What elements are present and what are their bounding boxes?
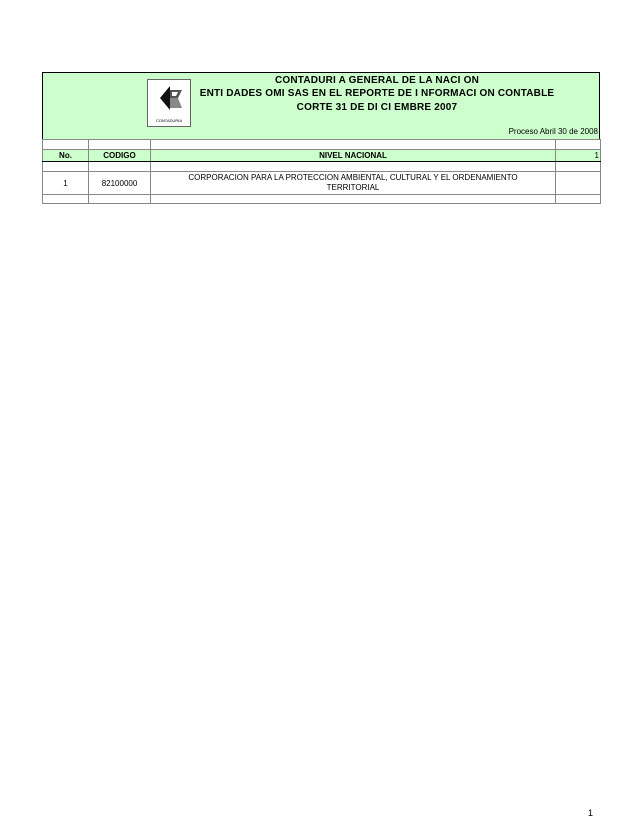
row-codigo: 82100000 (89, 172, 151, 195)
report-sheet (42, 72, 600, 204)
spacer-row (43, 140, 601, 150)
logo-text: CONTADURIA (155, 118, 183, 123)
report-title-line2: ENTI DADES OMI SAS EN EL REPORTE DE I NFORMACI ON CONTABLE (199, 88, 555, 99)
report-header (42, 72, 600, 139)
table-row (43, 172, 601, 195)
column-header-row (43, 150, 601, 162)
col-header-nivel: NIVEL NACIONAL (151, 150, 556, 162)
col-header-count: 1 (556, 150, 601, 162)
spacer-row (43, 195, 601, 204)
report-title-line1: CONTADURI A GENERAL DE LA NACI ON (274, 75, 479, 86)
col-header-codigo: CODIGO (89, 150, 151, 162)
entities-table (42, 139, 601, 204)
report-title-line3: CORTE 31 DE DI CI EMBRE 2007 (296, 102, 458, 113)
entity-name-line1: CORPORACION PARA LA PROTECCION AMBIENTAL, CULTURAL Y EL ORDENAMIENTO (188, 173, 518, 182)
col-header-no: No. (43, 150, 89, 162)
row-entity-name (151, 172, 556, 195)
spacer-row (43, 162, 601, 172)
page-number: 1 (588, 808, 594, 818)
row-no: 1 (43, 172, 89, 195)
process-date: Proceso Abril 30 de 2008 (508, 127, 598, 136)
entity-name-line2: TERRITORIAL (326, 183, 380, 192)
